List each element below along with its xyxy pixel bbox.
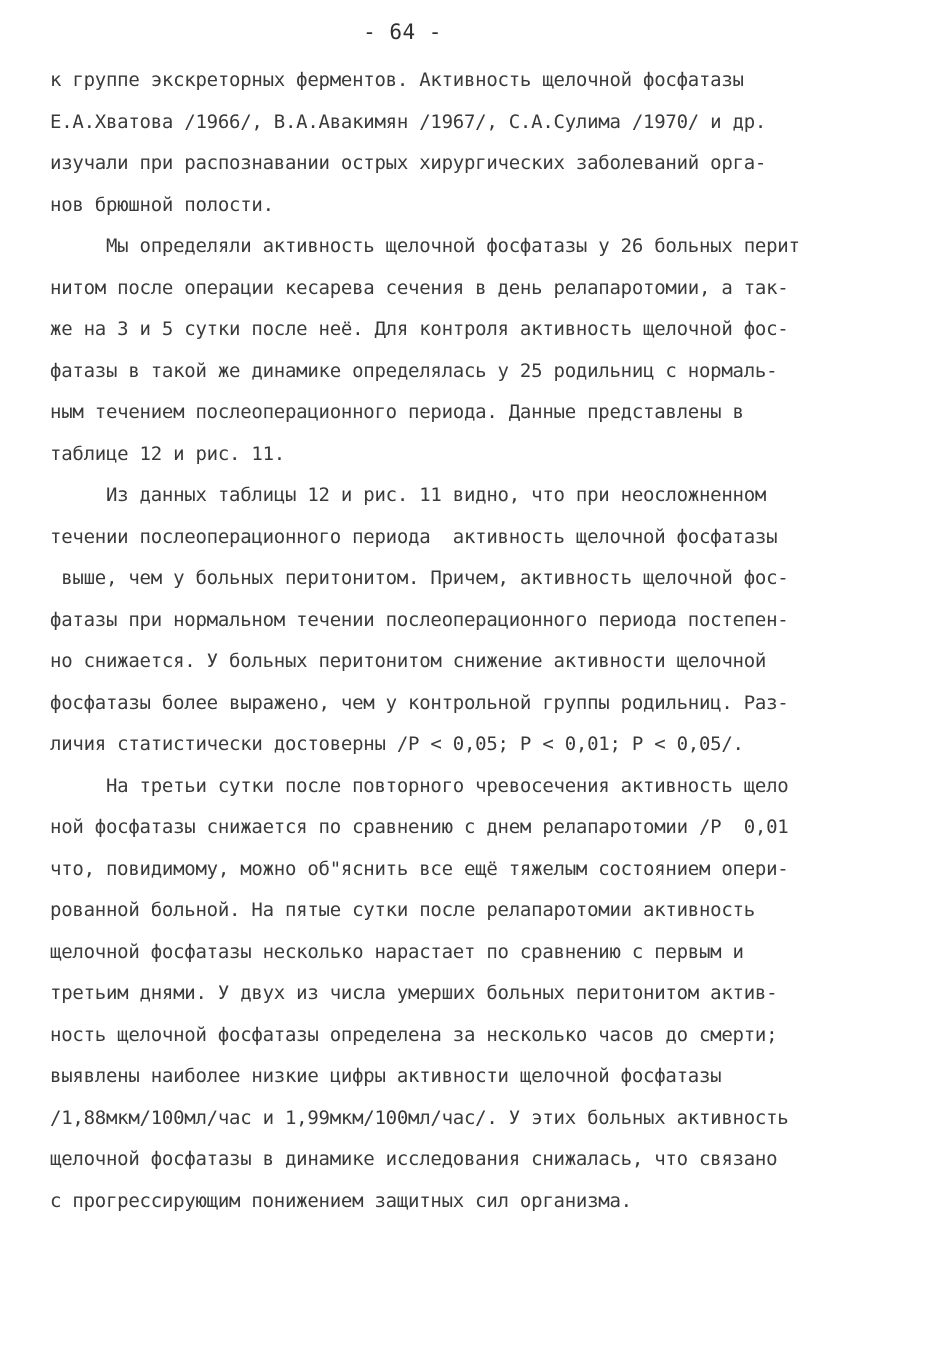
text-line: ность щелочной фосфатазы определена за несколько часов до смерти; bbox=[50, 1023, 778, 1046]
text-line: рованной больной. На пятые сутки после релапаротомии активность bbox=[50, 899, 755, 921]
text-line: изучали при распознавании острых хирургических заболеваний орга- bbox=[50, 152, 767, 174]
text-line: нитом после операции кесарева сечения в день релапаротомии, а так- bbox=[50, 276, 789, 299]
text-line: же на 3 и 5 сутки после неё. Для контроля активность щелочной фос- bbox=[50, 318, 789, 340]
page-number: - 64 - bbox=[363, 20, 442, 44]
text-line: но снижается. У больных перитонитом снижение активности щелочной bbox=[50, 650, 767, 672]
text-line: третьим днями. У двух из числа умерших больных перитонитом актив- bbox=[50, 982, 778, 1004]
text-line: На третьи сутки после повторного чревосечения активность щело bbox=[50, 774, 789, 797]
text-line: ным течением послеоперационного периода. Данные представлены в bbox=[50, 401, 744, 423]
text-line: Из данных таблицы 12 и рис. 11 видно, что при неосложненном bbox=[50, 484, 767, 506]
text-line: фосфатазы более выражено, чем у контрольной группы родильниц. Раз- bbox=[50, 691, 789, 714]
text-line: течении послеоперационного периода активность щелочной фосфатазы bbox=[50, 525, 778, 548]
text-line: выше, чем у больных перитонитом. Причем, активность щелочной фос- bbox=[50, 567, 789, 589]
text-line: с прогрессирующим понижением защитных сил организма. bbox=[50, 1189, 632, 1212]
text-line: Е.А.Хватова /1966/, В.А.Авакимян /1967/, С.А.Сулима /1970/ и др. bbox=[50, 110, 767, 133]
text-line: к группе экскреторных ферментов. Активность щелочной фосфатазы bbox=[50, 69, 744, 91]
text-line: /1,88мкм/100мл/час и 1,99мкм/100мл/час/. У этих больных активность bbox=[50, 1106, 789, 1129]
body-text bbox=[50, 60, 910, 1222]
text-line: таблице 12 и рис. 11. bbox=[50, 442, 285, 465]
text-line: нов брюшной полости. bbox=[50, 193, 274, 216]
text-line: Мы определяли активность щелочной фосфатазы у 26 больных перит bbox=[50, 235, 800, 257]
text-line: щелочной фосфатазы несколько нарастает по сравнению с первым и bbox=[50, 940, 744, 963]
text-line: выявлены наиболее низкие цифры активности щелочной фосфатазы bbox=[50, 1065, 722, 1087]
text-line: фатазы при нормальном течении послеоперационного периода постепен- bbox=[50, 608, 789, 631]
text-line: что, повидимому, можно об"яснить все ещё тяжелым состоянием опери- bbox=[50, 857, 789, 880]
text-line: личия статистически достоверны /Р < 0,05; Р < 0,01; Р < 0,05/. bbox=[50, 733, 744, 755]
text-line: фатазы в такой же динамике определялась у 25 родильниц с нормаль- bbox=[50, 359, 778, 382]
text-line: щелочной фосфатазы в динамике исследования снижалась, что связано bbox=[50, 1148, 778, 1170]
text-line: ной фосфатазы снижается по сравнению с днем релапаротомии /Р 0,01 bbox=[50, 816, 789, 838]
